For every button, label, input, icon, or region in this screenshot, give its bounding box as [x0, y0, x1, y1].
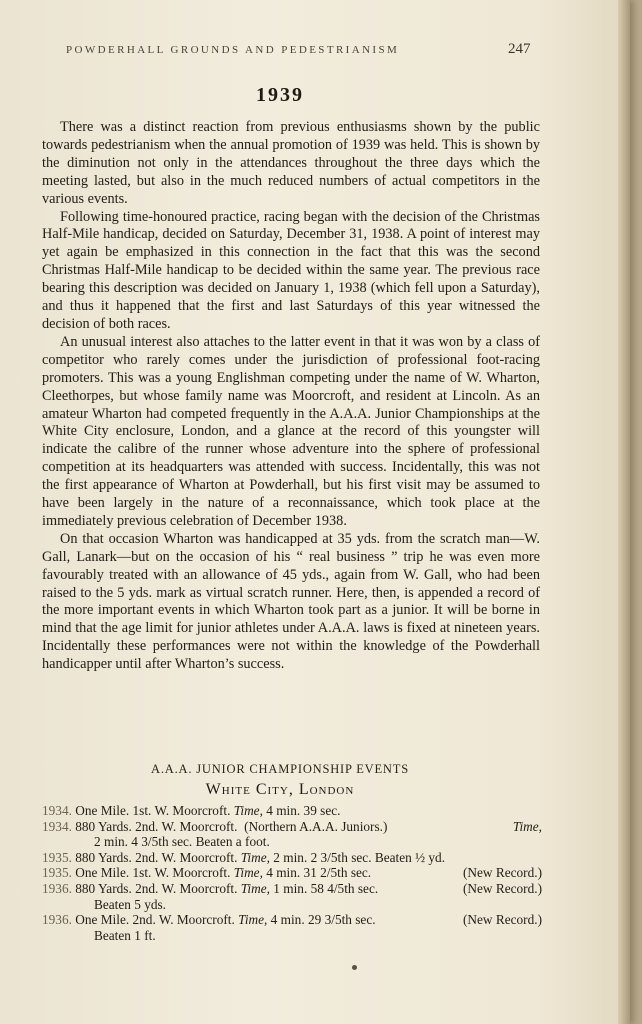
result-entry: [42, 881, 542, 912]
result-time: 4 min. 29 3/5th sec.: [270, 912, 376, 928]
result-note: (New Record.): [462, 880, 542, 896]
result-year: 1934.: [42, 818, 72, 834]
section-year-heading: 1939: [256, 84, 304, 106]
result-time-label: Time,: [233, 865, 263, 881]
result-note: (New Record.): [462, 912, 542, 928]
result-time: 4 min. 31 2/5th sec.: [266, 865, 372, 881]
results-subheading: A.A.A. JUNIOR CHAMPIONSHIP EVENTS: [151, 762, 409, 776]
result-year: 1936.: [42, 880, 72, 896]
page-number: 247: [508, 41, 531, 57]
paragraph: Following time-honoured practice, racing began with the decision of the Christmas Half-Mile handicap, decided on Saturday, December 31, 1938. A point of interest may yet again be emphasized in this connection in the fact that this was the second Christmas Half-Mile handicap to be decided within the same year. The previous race bearing this description was decided on January 1, 1938 (which fell upon a Saturday), and thus it happened that the first and last Saturdays of this year witnessed the decision of both races.: [42, 208, 540, 332]
result-year: 1934.: [42, 803, 72, 818]
result-event: 880 Yards.: [75, 818, 132, 834]
result-note: (Northern A.A.A. Juniors.): [244, 818, 388, 834]
result-time: 1 min. 58 4/5th sec.: [273, 880, 379, 896]
running-header: POWDERHALL GROUNDS AND PEDESTRIANISM: [66, 44, 400, 56]
result-athlete: W. Moorcroft.: [158, 912, 235, 928]
result-time: 4 min. 39 sec.: [266, 803, 341, 818]
result-time-label: Time,: [238, 912, 268, 928]
result-entry: [42, 865, 542, 881]
result-time-label: Time,: [512, 818, 542, 834]
result-event: 880 Yards.: [75, 849, 132, 865]
result-entry: [42, 912, 542, 943]
result-entry: [42, 803, 542, 819]
result-event: 880 Yards.: [75, 880, 132, 896]
result-note: (New Record.): [462, 865, 542, 881]
paragraph: There was a distinct reaction from previous enthusiasms shown by the public towards pedestrianism when the annual promotion of 1939 was held. This is shown by the diminution not only in the attendances throughout the three days which the meeting lasted, but also in the much reduced numbers of actual competitors in the various events.: [42, 119, 540, 207]
printer-mark: [352, 965, 357, 970]
result-year: 1935.: [42, 865, 72, 881]
result-place: 2nd.: [135, 849, 159, 865]
result-athlete: W. Moorcroft.: [161, 880, 238, 896]
result-event: One Mile.: [75, 912, 130, 928]
paragraph: An unusual interest also attaches to the latter event in that it was won by a class of competitor who rarely comes under the jurisdiction of professional foot-racing promoters. This was a young Englishman competing under the name of W. Wharton, Cleethorpes, but whose family name was Moorcroft, and resident at Lincoln. As an amateur Wharton had competed frequently in the A.A.A. Junior Championships at the White City enclosure, London, and a glance at the record of this youngster will indicate the calibre of the runner whose adventure into the sphere of professional competition at its headquarters was attended with success. Incidentally, this was not the first appearance of Wharton at Powderhall, but his first visit may be assumed to have been largely in the nature of a reconnaissance, which took place at the immediately previous celebration of December 1938.: [42, 333, 540, 529]
paragraph: On that occasion Wharton was handicapped at 35 yds. from the scratch man—W. Gall, Lanark—but on the occasion of his “ real business ” trip he was even more favourably treated with an allowance of 45 yds., again from W. Gall, who had been raised to the 5 yds. mark as virtual scratch runner. Here, then, is appended a record of the more important events in which Wharton took part as a junior. It will be borne in mind that the age limit for junior athletes under A.A.A. laws is fixed at nineteen years. Incidentally these performances were not within the knowledge of the Powderhall handicapper until after Wharton’s success.: [42, 530, 540, 673]
result-time-label: Time,: [240, 849, 270, 865]
result-note: Beaten ½ yd.: [374, 849, 446, 865]
result-entry: [42, 850, 542, 866]
result-athlete: W. Moorcroft.: [154, 803, 231, 818]
result-time: 2 min. 2 3/5th sec.: [273, 849, 372, 865]
result-continuation: Beaten 1 ft.: [94, 927, 156, 943]
result-athlete: W. Moorcroft.: [154, 865, 231, 881]
result-athlete: W. Moorcroft.: [161, 849, 238, 865]
result-place: 2nd.: [135, 880, 159, 896]
result-continuation: Beaten 5 yds.: [94, 896, 167, 912]
result-continuation: 2 min. 4 3/5th sec. Beaten a foot.: [94, 834, 270, 850]
body-text: [42, 119, 540, 674]
result-event: One Mile.: [75, 865, 130, 881]
result-year: 1935.: [42, 849, 72, 865]
results-list: [42, 803, 542, 943]
result-athlete: W. Moorcroft.: [161, 818, 238, 834]
results-venue: White City, London: [205, 781, 355, 798]
result-place: 2nd.: [135, 818, 159, 834]
result-entry: [42, 819, 542, 850]
page-edge: [618, 0, 630, 1024]
result-place: 1st.: [132, 865, 152, 881]
result-place: 1st.: [132, 803, 152, 818]
result-event: One Mile.: [75, 803, 130, 818]
result-time-label: Time,: [240, 880, 270, 896]
result-year: 1936.: [42, 912, 72, 928]
result-place: 2nd.: [132, 912, 156, 928]
result-time-label: Time,: [233, 803, 263, 818]
